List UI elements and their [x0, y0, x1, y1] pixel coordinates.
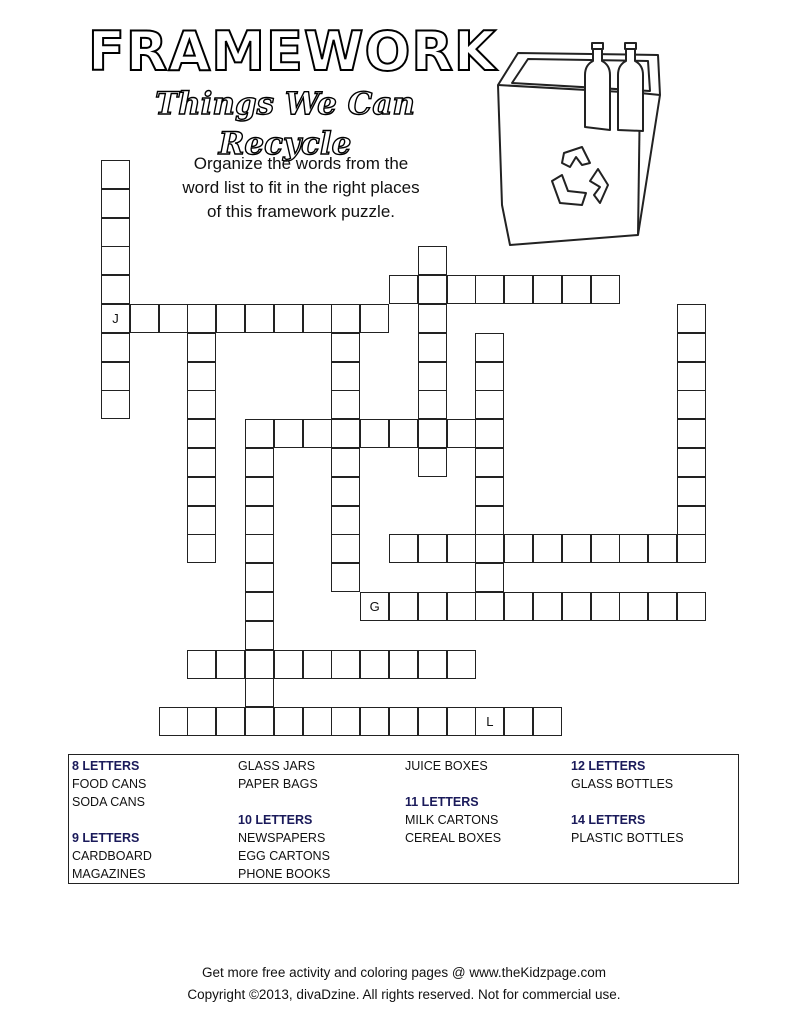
word-list-column-3 — [405, 757, 501, 847]
word-list-entry: PLASTIC BOTTLES — [571, 831, 684, 845]
grid-cell[interactable] — [677, 477, 706, 506]
grid-cell[interactable] — [245, 592, 274, 621]
grid-cell[interactable] — [533, 534, 562, 563]
grid-cell[interactable] — [331, 534, 360, 563]
grid-cell[interactable] — [130, 304, 159, 333]
grid-cell[interactable] — [475, 563, 504, 592]
page-subtitle: Things We Can Recycle — [155, 86, 415, 162]
grid-cell[interactable] — [331, 390, 360, 419]
grid-cell[interactable] — [562, 592, 591, 621]
grid-cell[interactable] — [245, 534, 274, 563]
instructions-text: Organize the words from the word list to fit in the right places of this framework puzzle. — [182, 154, 420, 221]
grid-cell[interactable] — [331, 477, 360, 506]
grid-cell[interactable] — [677, 304, 706, 333]
grid-cell[interactable] — [389, 592, 418, 621]
word-list-entry: PHONE BOOKS — [238, 867, 331, 881]
grid-cell[interactable] — [303, 304, 332, 333]
grid-cell[interactable] — [245, 678, 274, 707]
grid-cell[interactable] — [677, 592, 706, 621]
grid-cell[interactable] — [245, 448, 274, 477]
grid-cell[interactable] — [187, 362, 216, 391]
grid-cell[interactable] — [187, 707, 216, 736]
grid-cell[interactable] — [418, 333, 447, 362]
word-list-entry: PAPER BAGS — [238, 777, 318, 791]
grid-cell[interactable] — [648, 534, 677, 563]
grid-cell[interactable] — [475, 477, 504, 506]
word-list-entry: SODA CANS — [72, 795, 145, 809]
footer-line-2: Copyright ©2013, divaDzine. All rights reserved. Not for commercial use. — [187, 987, 621, 1002]
given-letter: J — [112, 311, 119, 326]
grid-cell[interactable] — [418, 592, 447, 621]
grid-cell[interactable] — [101, 189, 130, 218]
grid-cell[interactable] — [418, 246, 447, 275]
grid-cell[interactable] — [389, 650, 418, 679]
word-list-entry: 8 LETTERS — [72, 759, 140, 773]
word-list-entry: CARDBOARD — [72, 849, 152, 863]
word-list-entry: 12 LETTERS — [571, 759, 646, 773]
grid-cell[interactable] — [418, 419, 447, 448]
grid-cell[interactable] — [187, 650, 216, 679]
word-list-entry: 14 LETTERS — [571, 813, 646, 827]
word-list-entry: CEREAL BOXES — [405, 831, 502, 845]
word-list-column-2 — [238, 757, 330, 883]
grid-cell[interactable] — [677, 448, 706, 477]
word-list-entry: 10 LETTERS — [238, 813, 313, 827]
grid-cell[interactable] — [562, 534, 591, 563]
grid-cell[interactable] — [216, 707, 245, 736]
grid-cell[interactable] — [245, 707, 274, 736]
grid-cell[interactable] — [447, 592, 476, 621]
grid-cell[interactable] — [677, 506, 706, 535]
footer — [0, 962, 808, 1006]
grid-cell[interactable] — [447, 534, 476, 563]
grid-cell[interactable] — [475, 707, 504, 736]
word-list-entry: 11 LETTERS — [405, 795, 479, 809]
word-list — [68, 754, 739, 884]
grid-cell[interactable] — [447, 707, 476, 736]
word-list-entry: 9 LETTERS — [72, 831, 140, 845]
word-list-entry: EGG CARTONS — [238, 849, 330, 863]
grid-cell[interactable] — [418, 650, 447, 679]
grid-cell[interactable] — [101, 390, 130, 419]
grid-cell[interactable] — [677, 333, 706, 362]
grid-cell[interactable] — [101, 333, 130, 362]
grid-cell[interactable] — [504, 707, 533, 736]
grid-cell[interactable] — [418, 275, 447, 304]
grid-cell[interactable] — [331, 419, 360, 448]
grid-cell[interactable] — [447, 275, 476, 304]
word-list-column-1 — [72, 757, 152, 883]
grid-cell[interactable] — [216, 650, 245, 679]
grid-cell[interactable] — [418, 707, 447, 736]
grid-cell[interactable] — [245, 419, 274, 448]
grid-cell[interactable] — [475, 592, 504, 621]
grid-cell[interactable] — [591, 592, 620, 621]
grid-cell[interactable] — [533, 592, 562, 621]
grid-cell[interactable] — [101, 218, 130, 247]
grid-cell[interactable] — [418, 390, 447, 419]
grid-cell[interactable] — [591, 534, 620, 563]
grid-cell[interactable] — [504, 275, 533, 304]
grid-cell[interactable] — [331, 707, 360, 736]
grid-cell[interactable] — [331, 563, 360, 592]
grid-cell[interactable] — [159, 707, 188, 736]
grid-cell[interactable] — [187, 448, 216, 477]
grid-cell[interactable] — [447, 650, 476, 679]
grid-cell[interactable] — [159, 304, 188, 333]
grid-cell[interactable] — [677, 362, 706, 391]
grid-cell[interactable] — [101, 362, 130, 391]
grid-cell[interactable] — [475, 275, 504, 304]
word-list-entry: GLASS BOTTLES — [571, 777, 674, 791]
grid-cell[interactable] — [331, 650, 360, 679]
grid-cell[interactable] — [187, 477, 216, 506]
grid-cell[interactable] — [591, 275, 620, 304]
grid-cell[interactable] — [475, 448, 504, 477]
grid-cell[interactable] — [447, 419, 476, 448]
grid-cell[interactable] — [475, 419, 504, 448]
grid-cell[interactable] — [360, 304, 389, 333]
grid-cell[interactable] — [475, 390, 504, 419]
word-list-entry: FOOD CANS — [72, 777, 147, 791]
grid-cell[interactable] — [562, 275, 591, 304]
grid-cell[interactable] — [389, 534, 418, 563]
grid-cell[interactable] — [389, 419, 418, 448]
grid-cell[interactable] — [101, 160, 130, 189]
word-list-entry: NEWSPAPERS — [238, 831, 326, 845]
grid-cell[interactable] — [274, 707, 303, 736]
grid-cell[interactable] — [360, 707, 389, 736]
grid-cell[interactable] — [475, 506, 504, 535]
grid-cell[interactable] — [245, 563, 274, 592]
grid-cell[interactable] — [677, 419, 706, 448]
grid-cell[interactable] — [619, 592, 648, 621]
grid-cell[interactable] — [418, 304, 447, 333]
grid-cell[interactable] — [648, 592, 677, 621]
grid-cell[interactable] — [504, 534, 533, 563]
grid-cell[interactable] — [274, 419, 303, 448]
page-title: FRAMEWORK — [88, 20, 497, 83]
grid-cell[interactable] — [475, 534, 504, 563]
grid-cell[interactable] — [245, 650, 274, 679]
grid-cell[interactable] — [274, 304, 303, 333]
word-list-entry — [405, 775, 501, 793]
grid-cell[interactable] — [360, 650, 389, 679]
grid-cell[interactable] — [360, 592, 389, 621]
grid-cell[interactable] — [187, 506, 216, 535]
grid-cell[interactable] — [331, 448, 360, 477]
given-letter: L — [486, 714, 494, 730]
word-list-entry: GLASS JARS — [238, 759, 316, 773]
grid-cell[interactable] — [303, 650, 332, 679]
grid-cell[interactable] — [389, 707, 418, 736]
grid-cell[interactable] — [331, 333, 360, 362]
given-letter: G — [369, 599, 380, 614]
grid-cell[interactable] — [418, 448, 447, 477]
grid-cell[interactable] — [389, 275, 418, 304]
grid-cell[interactable] — [216, 304, 245, 333]
grid-cell[interactable] — [303, 419, 332, 448]
grid-cell[interactable] — [101, 304, 130, 333]
grid-cell[interactable] — [187, 534, 216, 563]
word-list-column-4 — [571, 757, 684, 847]
word-list-entry: MILK CARTONS — [405, 813, 499, 827]
word-list-entry: JUICE BOXES — [405, 759, 488, 773]
word-list-entry: MAGAZINES — [72, 867, 146, 881]
grid-cell[interactable] — [245, 506, 274, 535]
grid-cell[interactable] — [187, 333, 216, 362]
word-list-entry — [72, 811, 152, 829]
grid-cell[interactable] — [331, 304, 360, 333]
grid-cell[interactable] — [418, 362, 447, 391]
grid-cell[interactable] — [101, 246, 130, 275]
grid-cell[interactable] — [187, 419, 216, 448]
grid-cell[interactable] — [475, 362, 504, 391]
grid-cell[interactable] — [303, 707, 332, 736]
grid-cell[interactable] — [360, 419, 389, 448]
grid-cell[interactable] — [331, 506, 360, 535]
word-list-entry — [571, 793, 684, 811]
grid-cell[interactable] — [245, 304, 274, 333]
grid-cell[interactable] — [101, 275, 130, 304]
grid-cell[interactable] — [475, 333, 504, 362]
grid-cell[interactable] — [533, 707, 562, 736]
grid-cell[interactable] — [504, 592, 533, 621]
grid-cell[interactable] — [619, 534, 648, 563]
footer-line-1: Get more free activity and coloring pages @ www.theKidzpage.com — [202, 965, 606, 980]
grid-cell[interactable] — [245, 621, 274, 650]
grid-cell[interactable] — [677, 390, 706, 419]
grid-cell[interactable] — [187, 304, 216, 333]
grid-cell[interactable] — [533, 275, 562, 304]
grid-cell[interactable] — [677, 534, 706, 563]
grid-cell[interactable] — [245, 477, 274, 506]
grid-cell[interactable] — [187, 390, 216, 419]
word-list-entry — [238, 793, 330, 811]
grid-cell[interactable] — [418, 534, 447, 563]
grid-cell[interactable] — [274, 650, 303, 679]
grid-cell[interactable] — [331, 362, 360, 391]
